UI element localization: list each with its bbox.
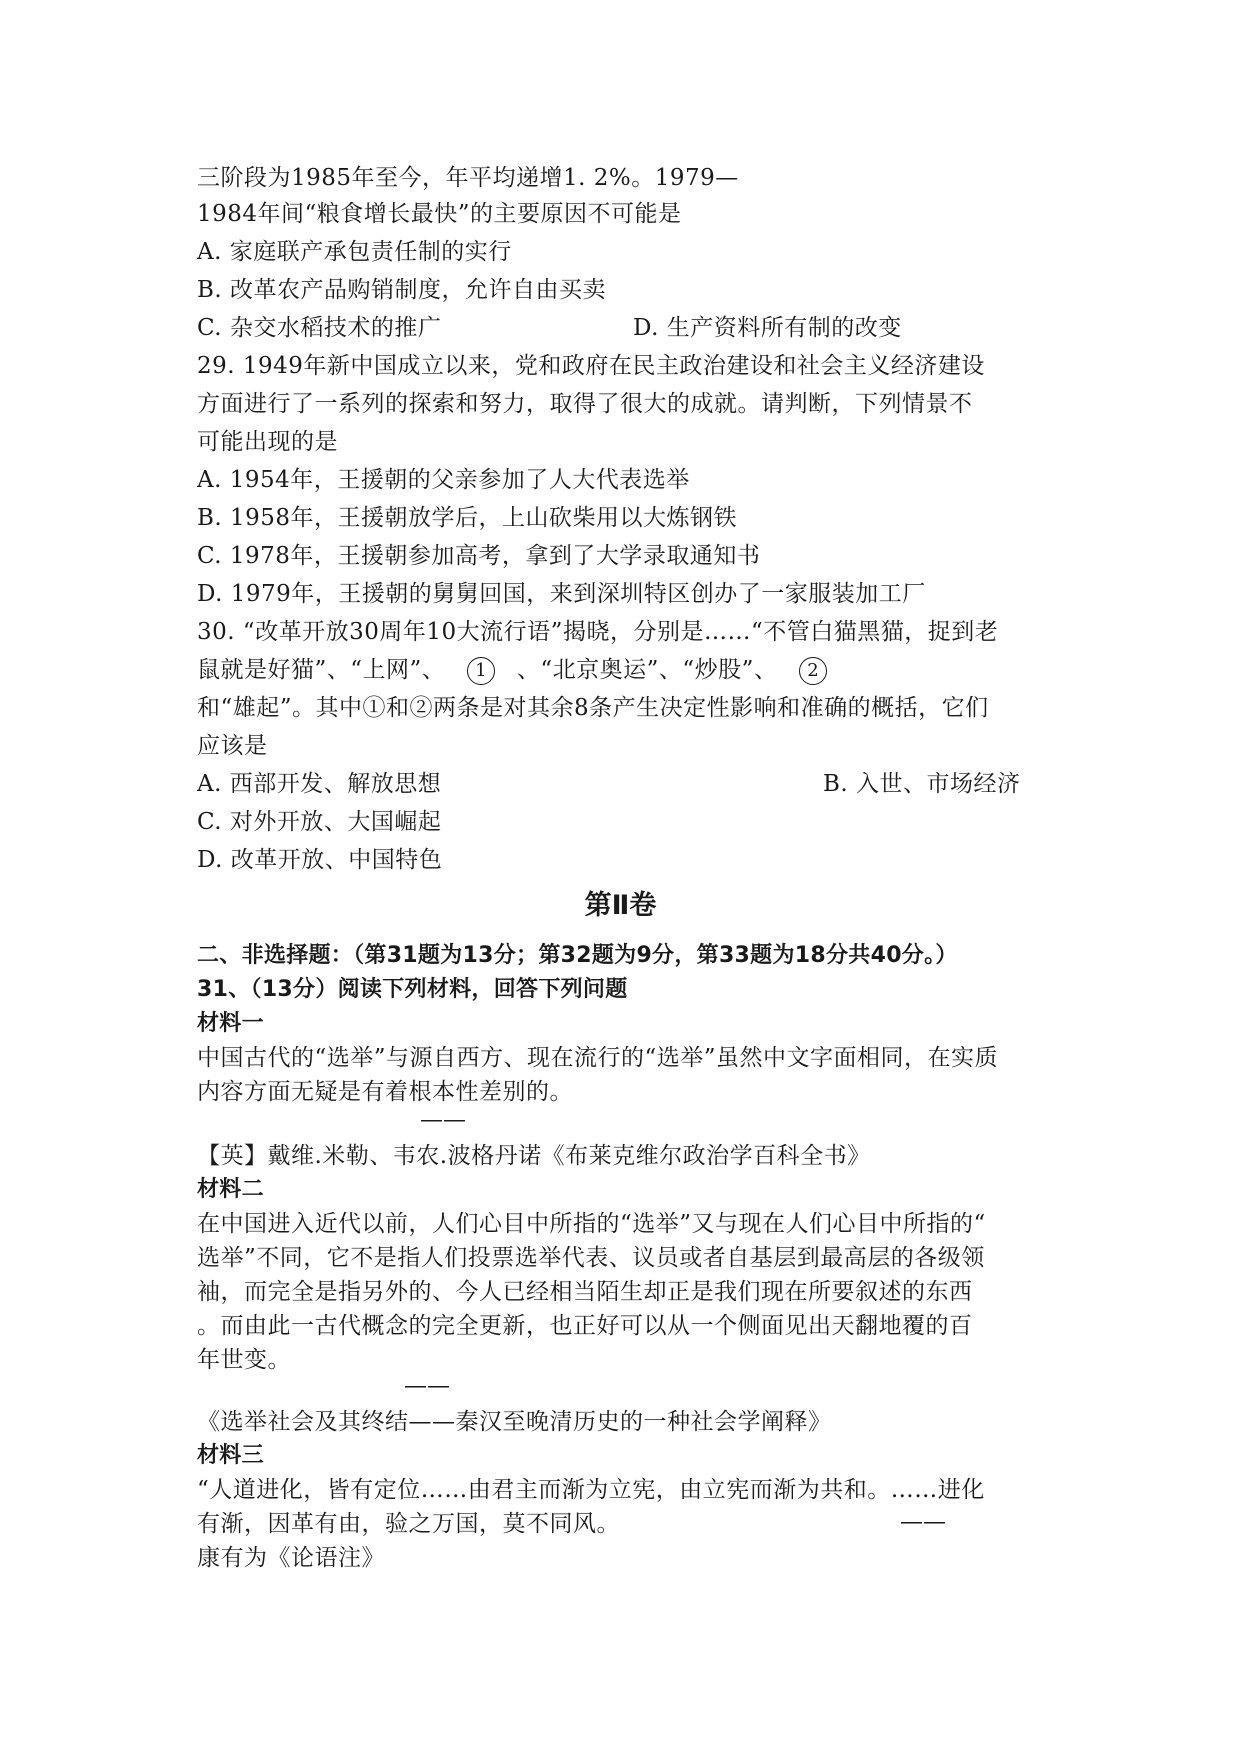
q30-option-a: A. 西部开发、解放思想 <box>197 771 442 797</box>
section-title: 第Ⅱ卷 <box>584 890 657 921</box>
material1-dash: —— <box>420 1107 466 1133</box>
material1-line2: 内容方面无疑是有着根本性差别的。 <box>197 1079 573 1105</box>
q28-option-c: C. 杂交水稻技术的推广 <box>197 315 442 341</box>
blank-marker-1: 1 <box>467 657 495 685</box>
q29-option-d: D. 1979年，王援朝的舅舅回国，来到深圳特区创办了一家服装加工厂 <box>197 581 926 607</box>
material1-line1: 中国古代的“选举”与源自西方、现在流行的“选举”虽然中文字面相同，在实质 <box>197 1045 999 1071</box>
q30-stem-line3: 和“雄起”。其中①和②两条是对其余8条产生决定性影响和准确的概括，它们 <box>197 695 989 721</box>
q28-option-a: A. 家庭联产承包责任制的实行 <box>197 239 512 265</box>
material3-line1: “人道进化，皆有定位……由君主而渐为立宪，由立宪而渐为共和。……进化 <box>197 1477 985 1503</box>
q29-stem-line1: 29. 1949年新中国成立以来，党和政府在民主政治建设和社会主义经济建设 <box>197 353 985 379</box>
material1-source: 【英】戴维.米勒、韦农.波格丹诺《布莱克维尔政治学百科全书》 <box>197 1143 871 1169</box>
q30-option-b: B. 入世、市场经济 <box>823 771 1021 797</box>
q28-stem-line1: 三阶段为1985年至今，年平均递增1. 2%。1979— <box>197 165 739 191</box>
q29-option-b: B. 1958年，王援朝放学后，上山砍柴用以大炼钢铁 <box>197 505 738 531</box>
q30-stem-line4: 应该是 <box>197 733 268 759</box>
q29-stem-line3: 可能出现的是 <box>197 429 338 455</box>
q29-stem-line2: 方面进行了一系列的探索和努力，取得了很大的成就。请判断，下列情景不 <box>197 391 973 417</box>
q29-option-c: C. 1978年，王援朝参加高考，拿到了大学录取通知书 <box>197 543 761 569</box>
q30-stem-line2-part2: 、“北京奥运”、“炒股”、 <box>516 657 778 683</box>
material3-line2: 有渐，因革有由，验之万国，莫不同风。 <box>197 1511 620 1537</box>
material2-line2: 选举”不同，它不是指人们投票选举代表、议员或者自基层到最高层的各级领 <box>197 1245 985 1271</box>
q28-option-d: D. 生产资料所有制的改变 <box>633 315 902 341</box>
q30-option-d: D. 改革开放、中国特色 <box>197 847 443 873</box>
q30-stem-line2 <box>197 654 831 686</box>
material2-label: 材料二 <box>197 1177 264 1202</box>
material2-line5: 年世变。 <box>197 1347 291 1373</box>
material3-dash: —— <box>900 1509 946 1535</box>
section-heading: 二、非选择题：（第31题为13分；第32题为9分，第33题为18分共40分。） <box>197 943 958 968</box>
q29-option-a: A. 1954年，王援朝的父亲参加了人大代表选举 <box>197 467 690 493</box>
material2-line1: 在中国进入近代以前，人们心目中所指的“选举”又与现在人们心目中所指的“ <box>197 1211 986 1237</box>
q30-option-c: C. 对外开放、大国崛起 <box>197 809 442 835</box>
blank-marker-2: 2 <box>799 657 827 685</box>
material1-label: 材料一 <box>197 1011 264 1036</box>
q28-option-b: B. 改革农产品购销制度，允许自由买卖 <box>197 277 607 303</box>
material2-line4: 。而由此一古代概念的完全更新，也正好可以从一个侧面见出天翻地覆的百 <box>197 1313 973 1339</box>
material3-label: 材料三 <box>197 1443 264 1468</box>
material2-source: 《选举社会及其终结——秦汉至晚清历史的一种社会学阐释》 <box>197 1409 832 1435</box>
q28-stem-line2: 1984年间“粮食增长最快”的主要原因不可能是 <box>197 201 682 227</box>
material2-dash: —— <box>404 1373 450 1399</box>
q31-heading: 31、（13分）阅读下列材料，回答下列问题 <box>197 977 628 1002</box>
q30-stem-line2-part1: 鼠就是好猫”、“上网”、 <box>197 657 446 683</box>
material2-line3: 袖，而完全是指另外的、今人已经相当陌生却正是我们现在所要叙述的东西 <box>197 1279 973 1305</box>
q30-stem-line1: 30. “改革开放30周年10大流行语”揭晓，分别是……“不管白猫黑猫，捉到老 <box>197 619 999 645</box>
material3-source: 康有为《论语注》 <box>197 1545 385 1571</box>
